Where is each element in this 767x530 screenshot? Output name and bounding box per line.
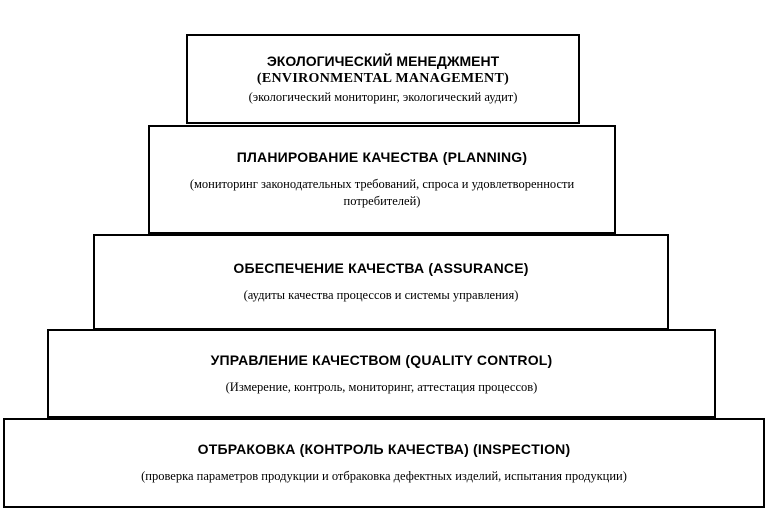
level-description: (аудиты качества процессов и системы управления)	[243, 288, 519, 302]
level-inspection	[3, 418, 765, 508]
level-description: (Измерение, контроль, мониторинг, аттестация процессов)	[225, 379, 538, 394]
level-description: (проверка параметров продукции и отбраковка дефектных изделий, испытания продукции)	[141, 469, 627, 483]
level-title: ПЛАНИРОВАНИЕ КАЧЕСТВА (PLANNING)	[236, 149, 528, 165]
level-assurance	[93, 234, 669, 330]
level-environmental-management	[186, 34, 580, 124]
level-title: ОБЕСПЕЧЕНИЕ КАЧЕСТВА (ASSURANCE)	[233, 260, 529, 276]
level-title: ЭКОЛОГИЧЕСКИЙ МЕНЕДЖМЕНТ	[266, 52, 500, 69]
level-description: (экологический мониторинг, экологический аудит)	[248, 89, 518, 104]
level-title: ОТБРАКОВКА (КОНТРОЛЬ КАЧЕСТВА) (INSPECTION)	[197, 441, 571, 457]
level-title-english: (ENVIRONMENTAL MANAGEMENT)	[256, 70, 510, 86]
level-planning	[148, 125, 616, 234]
level-description: (мониторинг законодательных требований, спроса и удовлетворенности потребителей)	[189, 177, 575, 208]
level-title: УПРАВЛЕНИЕ КАЧЕСТВОМ (QUALITY CONTROL)	[210, 351, 553, 368]
level-quality-control	[47, 329, 716, 418]
